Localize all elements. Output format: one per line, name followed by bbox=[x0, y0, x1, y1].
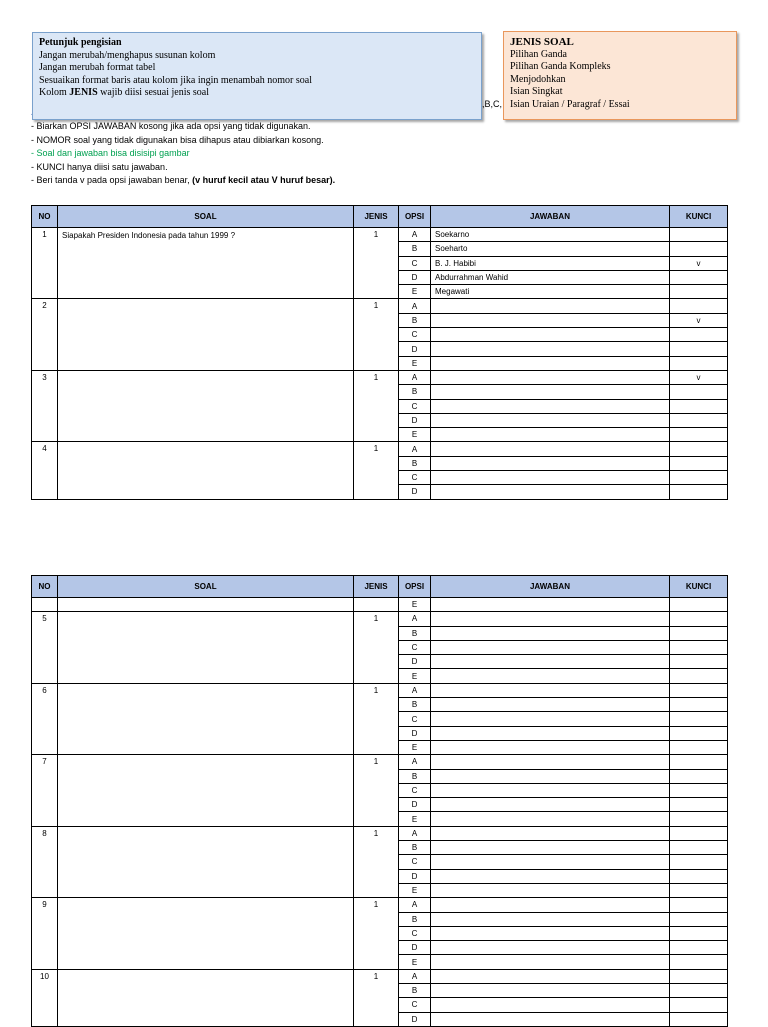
cell-opsi[interactable]: A bbox=[399, 370, 431, 384]
cell-jawaban[interactable] bbox=[431, 755, 670, 769]
cell-opsi[interactable]: B bbox=[399, 698, 431, 712]
cell-jawaban[interactable] bbox=[431, 385, 670, 399]
cell-kunci[interactable] bbox=[670, 769, 728, 783]
cell-jawaban[interactable] bbox=[431, 356, 670, 370]
cell-kunci[interactable] bbox=[670, 941, 728, 955]
cell-opsi[interactable]: C bbox=[399, 328, 431, 342]
cell-kunci[interactable] bbox=[670, 485, 728, 499]
cell-kunci[interactable]: v bbox=[670, 313, 728, 327]
cell-opsi[interactable]: A bbox=[399, 228, 431, 242]
cell-opsi[interactable]: C bbox=[399, 471, 431, 485]
cell-jenis[interactable]: 1 bbox=[354, 612, 399, 683]
table-row bbox=[32, 442, 728, 456]
cell-kunci[interactable] bbox=[670, 912, 728, 926]
cell-opsi[interactable]: B bbox=[399, 769, 431, 783]
cell-opsi[interactable]: E bbox=[399, 883, 431, 897]
cell-jawaban[interactable] bbox=[431, 841, 670, 855]
cell-kunci[interactable] bbox=[670, 955, 728, 969]
cell-jawaban[interactable]: Megawati bbox=[431, 285, 670, 299]
cell-kunci[interactable] bbox=[670, 471, 728, 485]
instruction-notes bbox=[31, 113, 491, 188]
cell-soal[interactable] bbox=[58, 755, 354, 826]
table-row bbox=[32, 228, 728, 242]
cell-kunci[interactable] bbox=[670, 270, 728, 284]
cell-kunci[interactable] bbox=[670, 683, 728, 697]
header-no: NO bbox=[32, 576, 58, 598]
note-tanda-v-text: - Beri tanda v pada opsi jawaban benar, bbox=[31, 175, 193, 185]
cell-jawaban[interactable] bbox=[431, 969, 670, 983]
cell-opsi[interactable]: E bbox=[399, 356, 431, 370]
cell-jawaban[interactable] bbox=[431, 912, 670, 926]
cell-jawaban[interactable] bbox=[431, 428, 670, 442]
cell-kunci[interactable] bbox=[670, 626, 728, 640]
cell-jenis[interactable]: 1 bbox=[354, 370, 399, 441]
cell-jawaban[interactable] bbox=[431, 683, 670, 697]
cell-jenis[interactable]: 1 bbox=[354, 898, 399, 969]
cell-soal[interactable] bbox=[58, 969, 354, 1026]
cell-kunci[interactable] bbox=[670, 356, 728, 370]
cell-kunci[interactable] bbox=[670, 969, 728, 983]
cell-kunci[interactable] bbox=[670, 726, 728, 740]
cell-kunci[interactable] bbox=[670, 655, 728, 669]
cell-kunci[interactable] bbox=[670, 442, 728, 456]
petunjuk-line-4-bold: JENIS bbox=[69, 87, 98, 98]
cell-opsi[interactable]: D bbox=[399, 270, 431, 284]
cell-no[interactable]: 10 bbox=[32, 969, 58, 1026]
note-tanda-v-bold: (v huruf kecil atau V huruf besar). bbox=[192, 175, 336, 185]
cell-jawaban[interactable] bbox=[431, 442, 670, 456]
jenis-type-5: Isian Uraian / Paragraf / Essai bbox=[510, 98, 630, 110]
cell-jenis[interactable]: 1 bbox=[354, 442, 399, 499]
cell-kunci[interactable] bbox=[670, 228, 728, 242]
cell-jawaban[interactable] bbox=[431, 826, 670, 840]
cell-jawaban[interactable] bbox=[431, 926, 670, 940]
header-opsi: OPSI bbox=[399, 576, 431, 598]
cell-soal[interactable] bbox=[58, 442, 354, 499]
cell-kunci[interactable] bbox=[670, 399, 728, 413]
cell-opsi[interactable]: E bbox=[399, 428, 431, 442]
cell-kunci[interactable] bbox=[670, 242, 728, 256]
petunjuk-line-2: Jangan merubah format tabel bbox=[39, 62, 156, 73]
cell-jawaban[interactable]: B. J. Habibi bbox=[431, 256, 670, 270]
header-jawaban: JAWABAN bbox=[431, 206, 670, 228]
table-row bbox=[32, 683, 728, 697]
cell-jawaban[interactable] bbox=[431, 612, 670, 626]
table-row bbox=[32, 299, 728, 313]
table-row bbox=[32, 969, 728, 983]
header-kunci: KUNCI bbox=[670, 576, 728, 598]
cell-kunci[interactable] bbox=[670, 598, 728, 612]
cell-jawaban[interactable] bbox=[431, 869, 670, 883]
cell-kunci[interactable] bbox=[670, 869, 728, 883]
header-opsi: OPSI bbox=[399, 206, 431, 228]
header-kunci: KUNCI bbox=[670, 206, 728, 228]
cell-opsi[interactable]: B bbox=[399, 456, 431, 470]
cell-jenis[interactable]: 1 bbox=[354, 228, 399, 299]
header-jawaban: JAWABAN bbox=[431, 576, 670, 598]
table-row bbox=[32, 898, 728, 912]
cell-opsi[interactable]: C bbox=[399, 926, 431, 940]
cell-opsi[interactable]: D bbox=[399, 869, 431, 883]
cell-soal[interactable] bbox=[58, 898, 354, 969]
table-row bbox=[32, 612, 728, 626]
cell-opsi[interactable]: C bbox=[399, 712, 431, 726]
cell-jawaban[interactable] bbox=[431, 299, 670, 313]
cell-jawaban[interactable] bbox=[431, 669, 670, 683]
cell-opsi[interactable]: C bbox=[399, 855, 431, 869]
cell-jenis[interactable]: 1 bbox=[354, 299, 399, 370]
petunjuk-line-4-suffix: wajib diisi sesuai jenis soal bbox=[97, 87, 210, 98]
cell-no[interactable]: 3 bbox=[32, 370, 58, 441]
cell-kunci[interactable] bbox=[670, 413, 728, 427]
cell-opsi[interactable]: B bbox=[399, 912, 431, 926]
cell-opsi[interactable]: D bbox=[399, 413, 431, 427]
jenis-type-3: Menjodohkan bbox=[510, 73, 566, 85]
cell-soal[interactable] bbox=[58, 370, 354, 441]
cell-kunci[interactable]: v bbox=[670, 256, 728, 270]
cell-jawaban[interactable] bbox=[431, 626, 670, 640]
cell-jawaban[interactable] bbox=[431, 399, 670, 413]
cell-jawaban[interactable] bbox=[431, 413, 670, 427]
cell-opsi[interactable]: E bbox=[399, 812, 431, 826]
table-row bbox=[32, 826, 728, 840]
cell-opsi[interactable]: D bbox=[399, 1012, 431, 1026]
cell-jawaban[interactable]: Soekarno bbox=[431, 228, 670, 242]
cell-jawaban[interactable] bbox=[431, 485, 670, 499]
cell-kunci[interactable] bbox=[670, 798, 728, 812]
table-row bbox=[32, 598, 728, 612]
abc-fragment: ,B,C, bbox=[482, 99, 503, 109]
cell-no[interactable]: 4 bbox=[32, 442, 58, 499]
cell-no[interactable]: 5 bbox=[32, 612, 58, 683]
cell-opsi[interactable]: A bbox=[399, 826, 431, 840]
cell-kunci[interactable] bbox=[670, 669, 728, 683]
cell-kunci[interactable] bbox=[670, 612, 728, 626]
question-table-page1 bbox=[31, 205, 728, 500]
header-row bbox=[32, 576, 728, 598]
cell-kunci[interactable] bbox=[670, 740, 728, 754]
cell-kunci[interactable] bbox=[670, 898, 728, 912]
cell-kunci[interactable] bbox=[670, 826, 728, 840]
cell-jawaban[interactable] bbox=[431, 984, 670, 998]
cell-no[interactable]: 7 bbox=[32, 755, 58, 826]
cell-kunci[interactable] bbox=[670, 755, 728, 769]
cell-opsi[interactable]: C bbox=[399, 998, 431, 1012]
cell-kunci[interactable] bbox=[670, 998, 728, 1012]
cell-opsi[interactable]: C bbox=[399, 783, 431, 797]
cell-opsi[interactable]: A bbox=[399, 442, 431, 456]
cell-jawaban[interactable] bbox=[431, 998, 670, 1012]
cell-opsi[interactable]: D bbox=[399, 941, 431, 955]
cell-opsi[interactable]: E bbox=[399, 740, 431, 754]
cell-no[interactable] bbox=[32, 598, 58, 612]
cell-no[interactable]: 8 bbox=[32, 826, 58, 897]
cell-opsi[interactable]: D bbox=[399, 798, 431, 812]
header-soal: SOAL bbox=[58, 576, 354, 598]
cell-kunci[interactable] bbox=[670, 640, 728, 654]
table-row bbox=[32, 370, 728, 384]
cell-opsi[interactable]: A bbox=[399, 755, 431, 769]
header-row bbox=[32, 206, 728, 228]
cell-opsi[interactable]: A bbox=[399, 969, 431, 983]
cell-opsi[interactable]: D bbox=[399, 726, 431, 740]
cell-jenis[interactable]: 1 bbox=[354, 755, 399, 826]
cell-opsi[interactable]: B bbox=[399, 313, 431, 327]
cell-jawaban[interactable] bbox=[431, 955, 670, 969]
cell-jenis[interactable] bbox=[354, 598, 399, 612]
cell-opsi[interactable]: B bbox=[399, 841, 431, 855]
cell-kunci[interactable] bbox=[670, 385, 728, 399]
cell-opsi[interactable]: A bbox=[399, 898, 431, 912]
table-row bbox=[32, 755, 728, 769]
note-gambar: - Soal dan jawaban bisa disisipi gambar bbox=[31, 148, 190, 158]
cell-jawaban[interactable] bbox=[431, 471, 670, 485]
cell-jawaban[interactable] bbox=[431, 883, 670, 897]
cell-jawaban[interactable]: Soeharto bbox=[431, 242, 670, 256]
cell-opsi[interactable]: E bbox=[399, 598, 431, 612]
petunjuk-line-1: Jangan merubah/menghapus susunan kolom bbox=[39, 49, 216, 61]
cell-opsi[interactable]: C bbox=[399, 399, 431, 413]
cell-soal[interactable] bbox=[58, 683, 354, 754]
jenis-type-4: Isian Singkat bbox=[510, 86, 563, 97]
cell-opsi[interactable]: B bbox=[399, 242, 431, 256]
header-no: NO bbox=[32, 206, 58, 228]
cell-opsi[interactable]: C bbox=[399, 640, 431, 654]
jenis-soal-title: JENIS SOAL bbox=[510, 36, 574, 48]
note-nomor-soal: - NOMOR soal yang tidak digunakan bisa dihapus atau dibiarkan kosong. bbox=[31, 134, 324, 145]
cell-jawaban[interactable] bbox=[431, 798, 670, 812]
cell-kunci[interactable] bbox=[670, 841, 728, 855]
cell-soal[interactable] bbox=[58, 598, 354, 612]
cell-no[interactable]: 1 bbox=[32, 228, 58, 299]
petunjuk-line-4-prefix: Kolom bbox=[39, 87, 70, 98]
cell-jawaban[interactable] bbox=[431, 726, 670, 740]
cell-jawaban[interactable] bbox=[431, 712, 670, 726]
cell-opsi[interactable]: A bbox=[399, 683, 431, 697]
jenis-type-1: Pilihan Ganda bbox=[510, 48, 567, 60]
jenis-soal-box[interactable] bbox=[503, 31, 737, 120]
cell-opsi[interactable]: E bbox=[399, 955, 431, 969]
cell-kunci[interactable] bbox=[670, 285, 728, 299]
cell-jawaban[interactable] bbox=[431, 769, 670, 783]
cell-kunci[interactable] bbox=[670, 926, 728, 940]
cell-jawaban[interactable] bbox=[431, 698, 670, 712]
cell-jawaban[interactable] bbox=[431, 655, 670, 669]
cell-jawaban[interactable] bbox=[431, 812, 670, 826]
question-table-page2 bbox=[31, 575, 728, 1027]
cell-soal[interactable]: Siapakah Presiden Indonesia pada tahun 1999 ? bbox=[58, 228, 354, 299]
note-kunci: - KUNCI hanya diisi satu jawaban. bbox=[31, 161, 168, 172]
cell-soal[interactable] bbox=[58, 299, 354, 370]
cell-jawaban[interactable] bbox=[431, 370, 670, 384]
cell-opsi[interactable]: B bbox=[399, 984, 431, 998]
cell-no[interactable]: 9 bbox=[32, 898, 58, 969]
cell-jawaban[interactable] bbox=[431, 313, 670, 327]
cell-jawaban[interactable] bbox=[431, 740, 670, 754]
cell-kunci[interactable] bbox=[670, 698, 728, 712]
cell-kunci[interactable] bbox=[670, 456, 728, 470]
cell-no[interactable]: 2 bbox=[32, 299, 58, 370]
cell-jenis[interactable]: 1 bbox=[354, 683, 399, 754]
cell-opsi[interactable]: D bbox=[399, 655, 431, 669]
cell-no[interactable]: 6 bbox=[32, 683, 58, 754]
cell-jawaban[interactable] bbox=[431, 855, 670, 869]
cell-jawaban[interactable] bbox=[431, 783, 670, 797]
cell-kunci[interactable] bbox=[670, 984, 728, 998]
cell-jawaban[interactable] bbox=[431, 342, 670, 356]
petunjuk-box[interactable] bbox=[32, 32, 482, 120]
cell-kunci[interactable] bbox=[670, 342, 728, 356]
cell-jawaban[interactable] bbox=[431, 640, 670, 654]
cell-opsi[interactable]: D bbox=[399, 485, 431, 499]
cell-opsi[interactable]: E bbox=[399, 669, 431, 683]
cell-opsi[interactable]: B bbox=[399, 626, 431, 640]
cell-opsi[interactable]: B bbox=[399, 385, 431, 399]
cell-kunci[interactable] bbox=[670, 855, 728, 869]
cell-opsi[interactable]: D bbox=[399, 342, 431, 356]
cell-kunci[interactable] bbox=[670, 1012, 728, 1026]
header-jenis: JENIS bbox=[354, 206, 399, 228]
cell-kunci[interactable] bbox=[670, 328, 728, 342]
header-jenis: JENIS bbox=[354, 576, 399, 598]
note-opsi-kosong: - Biarkan OPSI JAWABAN kosong jika ada opsi yang tidak digunakan. bbox=[31, 121, 311, 131]
cell-kunci[interactable] bbox=[670, 299, 728, 313]
cell-kunci[interactable] bbox=[670, 712, 728, 726]
petunjuk-line-3: Sesuaikan format baris atau kolom jika ingin menambah nomor soal bbox=[39, 74, 312, 86]
cell-jawaban[interactable] bbox=[431, 898, 670, 912]
cell-kunci[interactable] bbox=[670, 783, 728, 797]
cell-soal[interactable] bbox=[58, 826, 354, 897]
petunjuk-title: Petunjuk pengisian bbox=[39, 37, 122, 48]
cell-kunci[interactable]: v bbox=[670, 370, 728, 384]
cell-opsi[interactable]: A bbox=[399, 612, 431, 626]
cell-jawaban[interactable]: Abdurrahman Wahid bbox=[431, 270, 670, 284]
cell-jawaban[interactable] bbox=[431, 941, 670, 955]
petunjuk-line-4 bbox=[39, 87, 475, 100]
jenis-type-2: Pilihan Ganda Kompleks bbox=[510, 61, 611, 72]
cell-jenis[interactable]: 1 bbox=[354, 826, 399, 897]
cell-jenis[interactable]: 1 bbox=[354, 969, 399, 1026]
cell-soal[interactable] bbox=[58, 612, 354, 683]
cell-jawaban[interactable] bbox=[431, 1012, 670, 1026]
cell-kunci[interactable] bbox=[670, 883, 728, 897]
cell-opsi[interactable]: C bbox=[399, 256, 431, 270]
cell-jawaban[interactable] bbox=[431, 328, 670, 342]
cell-kunci[interactable] bbox=[670, 428, 728, 442]
cell-opsi[interactable]: A bbox=[399, 299, 431, 313]
note-tanda-v bbox=[31, 174, 491, 188]
cell-opsi[interactable]: E bbox=[399, 285, 431, 299]
cell-jawaban[interactable] bbox=[431, 456, 670, 470]
cell-kunci[interactable] bbox=[670, 812, 728, 826]
header-soal: SOAL bbox=[58, 206, 354, 228]
cell-jawaban[interactable] bbox=[431, 598, 670, 612]
